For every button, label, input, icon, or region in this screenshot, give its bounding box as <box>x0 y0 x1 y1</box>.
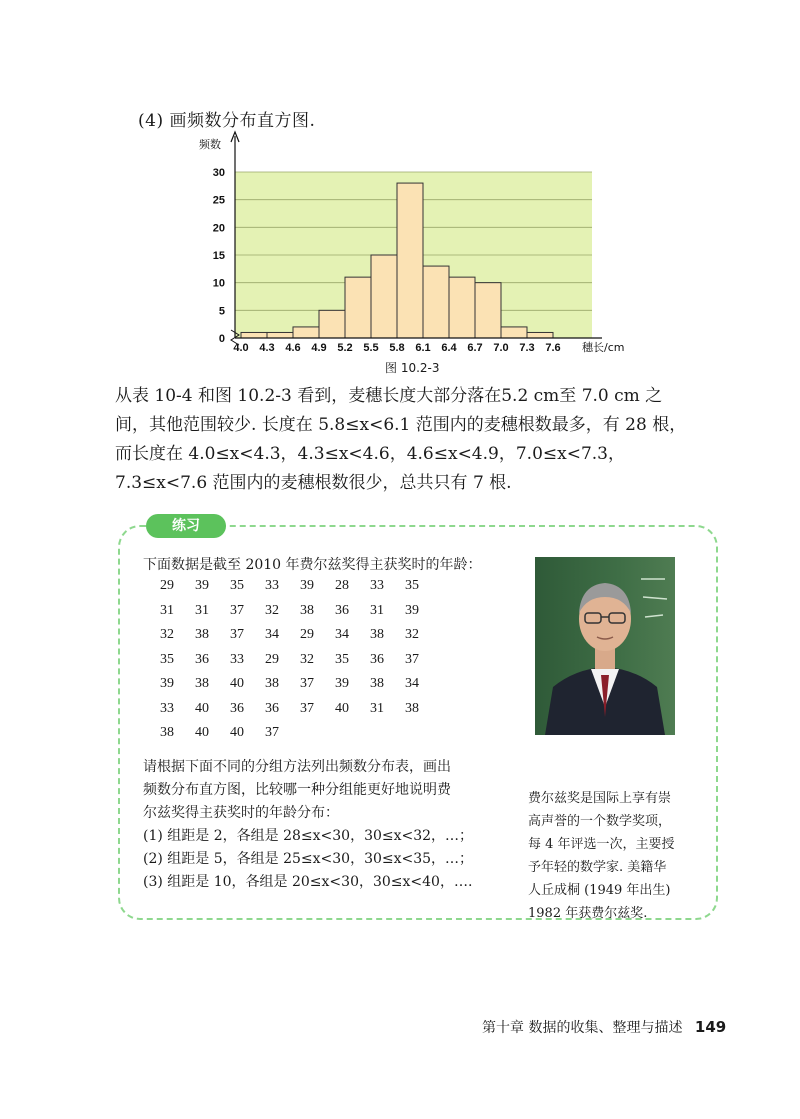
histogram-bar <box>449 277 475 338</box>
age-cell: 39 <box>300 578 314 593</box>
x-tick-label: 6.1 <box>415 342 431 354</box>
age-cell: 32 <box>405 627 419 642</box>
age-cell: 28 <box>335 578 349 593</box>
age-cell: 31 <box>370 602 384 618</box>
age-cell: 29 <box>265 651 279 667</box>
age-cell: 38 <box>370 676 384 691</box>
age-cell: 33 <box>160 700 174 716</box>
histogram-bar <box>241 332 267 338</box>
y-tick-label: 30 <box>212 167 225 179</box>
age-cell: 39 <box>405 602 419 618</box>
age-cell: 31 <box>370 700 384 716</box>
y-tick-label: 25 <box>212 194 225 207</box>
age-cell: 36 <box>335 602 349 618</box>
histogram-bar <box>345 277 371 338</box>
x-tick-label: 5.2 <box>337 342 353 354</box>
age-cell: 33 <box>370 578 384 593</box>
age-cell: 38 <box>195 627 209 642</box>
age-cell: 32 <box>160 627 174 642</box>
age-cell: 38 <box>370 627 384 642</box>
instruction-line: 请根据下面不同的分组方法列出频数分布表，画出 <box>143 759 451 775</box>
age-cell: 32 <box>300 651 314 667</box>
ages-row <box>160 652 440 677</box>
age-cell: 29 <box>160 578 174 593</box>
exercise-heading: (4) 画频数分布直方图. <box>138 111 316 131</box>
age-cell: 38 <box>265 676 279 691</box>
x-tick-label: 4.9 <box>311 342 327 354</box>
age-cell: 39 <box>335 676 349 691</box>
portrait-illustration <box>535 557 675 735</box>
paragraph-line: 从表 10-4 和图 10.2-3 看到，麦穗长度大部分落在5.2 cm至 7.0 cm 之 <box>115 386 663 406</box>
ages-table <box>160 578 440 750</box>
x-tick-label: 7.0 <box>493 342 509 354</box>
paragraph-line: 7.3≤x<7.6 范围内的麦穗根数很少，总共只有 7 根. <box>115 473 512 493</box>
exercise-instructions <box>143 756 513 894</box>
instruction-line: 频数分布直方图，比较哪一种分组能更好地说明费 <box>143 782 451 798</box>
y-tick-label: 10 <box>212 277 225 290</box>
x-tick-label: 7.6 <box>545 342 561 354</box>
histogram-bar <box>267 332 293 338</box>
ages-row <box>160 627 440 652</box>
age-cell: 40 <box>195 725 209 740</box>
age-cell: 37 <box>300 676 314 691</box>
y-tick-label: 20 <box>212 222 225 235</box>
x-tick-label: 4.3 <box>259 342 275 354</box>
age-cell: 38 <box>405 700 419 716</box>
histogram-bar <box>371 255 397 338</box>
paragraph-line: 间，其他范围较少. 长度在 5.8≤x<6.1 范围内的麦穗根数最多，有 28 根， <box>115 415 687 435</box>
caption-line: 人丘成桐 (1949 年出生) <box>528 883 671 898</box>
instruction-line: (2) 组距是 5，各组是 25≤x<30，30≤x<35，…； <box>143 851 474 867</box>
x-tick-label: 4.6 <box>285 342 301 354</box>
caption-line: 予年轻的数学家. 美籍华 <box>528 860 667 875</box>
age-cell: 40 <box>335 700 349 716</box>
page-number: 149 <box>694 1018 727 1036</box>
age-cell: 31 <box>195 602 209 618</box>
caption-line: 费尔兹奖是国际上享有崇 <box>528 791 672 806</box>
chapter-title: 第十章 数据的收集、整理与描述 <box>482 1020 683 1036</box>
age-cell: 29 <box>300 627 314 642</box>
x-tick-label: 6.4 <box>441 342 457 354</box>
ages-row <box>160 725 440 750</box>
age-cell: 39 <box>195 578 209 593</box>
x-tick-label: 6.7 <box>467 342 483 354</box>
age-cell: 36 <box>265 700 279 716</box>
x-tick-label: 5.5 <box>363 342 379 354</box>
page-footer <box>482 1017 726 1037</box>
y-tick-label: 15 <box>212 250 225 262</box>
age-cell: 33 <box>230 651 244 667</box>
instruction-line: (3) 组距是 10，各组是 20≤x<30，30≤x<40，…. <box>143 874 473 890</box>
age-cell: 34 <box>405 676 419 691</box>
ages-row <box>160 578 440 603</box>
histogram-bar <box>501 327 527 338</box>
ages-row <box>160 603 440 628</box>
age-cell: 35 <box>160 651 174 667</box>
histogram-bar <box>423 266 449 338</box>
exercise-intro: 下面数据是截至 2010 年费尔兹奖得主获奖时的年龄： <box>143 557 482 573</box>
age-cell: 35 <box>335 651 349 667</box>
x-tick-label: 4.0 <box>233 342 249 354</box>
y-axis-label: 频数 <box>199 138 221 151</box>
y-tick-label: 0 <box>218 333 225 345</box>
histogram-bar <box>475 283 501 338</box>
age-cell: 37 <box>265 725 279 740</box>
age-cell: 37 <box>405 651 419 667</box>
caption-line: 高声誉的一个数学奖项， <box>528 814 672 829</box>
age-cell: 40 <box>230 676 244 691</box>
age-cell: 37 <box>230 602 244 618</box>
age-cell: 40 <box>195 700 209 716</box>
histogram-bar <box>527 332 553 338</box>
histogram-chart <box>180 128 650 356</box>
caption-line: 每 4 年评选一次，主要授 <box>528 837 675 852</box>
age-cell: 34 <box>335 627 349 642</box>
age-cell: 38 <box>195 676 209 691</box>
age-cell: 36 <box>230 700 244 716</box>
photo-caption <box>528 787 698 925</box>
instruction-line: (1) 组距是 2，各组是 28≤x<30，30≤x<32，…； <box>143 828 474 844</box>
age-cell: 32 <box>265 602 279 618</box>
x-tick-label: 7.3 <box>519 342 535 354</box>
instruction-line: 尔兹奖得主获奖时的年龄分布： <box>143 805 339 821</box>
exercise-tag: 练习 <box>146 514 226 538</box>
age-cell: 38 <box>300 602 314 618</box>
age-cell: 35 <box>230 578 244 593</box>
histogram-bar <box>293 327 319 338</box>
age-cell: 37 <box>230 627 244 642</box>
age-cell: 35 <box>405 578 419 593</box>
ages-row <box>160 676 440 701</box>
paragraph-line: 而长度在 4.0≤x<4.3，4.3≤x<4.6，4.6≤x<4.9，7.0≤x<7.3， <box>115 444 625 464</box>
histogram-bar <box>319 310 345 338</box>
age-cell: 31 <box>160 602 174 618</box>
ages-row <box>160 701 440 726</box>
age-cell: 36 <box>195 651 209 667</box>
x-axis-label: 穗长/cm <box>582 341 625 354</box>
caption-line: 1982 年获费尔兹奖. <box>528 906 648 921</box>
portrait-photo <box>535 557 675 735</box>
histogram-svg <box>180 128 650 356</box>
age-cell: 36 <box>370 651 384 667</box>
figure-caption: 图 10.2-3 <box>385 361 440 375</box>
age-cell: 39 <box>160 676 174 691</box>
x-tick-label: 5.8 <box>389 342 405 354</box>
age-cell: 34 <box>265 627 279 642</box>
analysis-paragraph <box>115 382 735 498</box>
y-tick-label: 5 <box>218 305 225 318</box>
histogram-bar <box>397 183 423 338</box>
age-cell: 38 <box>160 725 174 740</box>
age-cell: 37 <box>300 700 314 716</box>
age-cell: 33 <box>265 578 279 593</box>
age-cell: 40 <box>230 725 244 740</box>
